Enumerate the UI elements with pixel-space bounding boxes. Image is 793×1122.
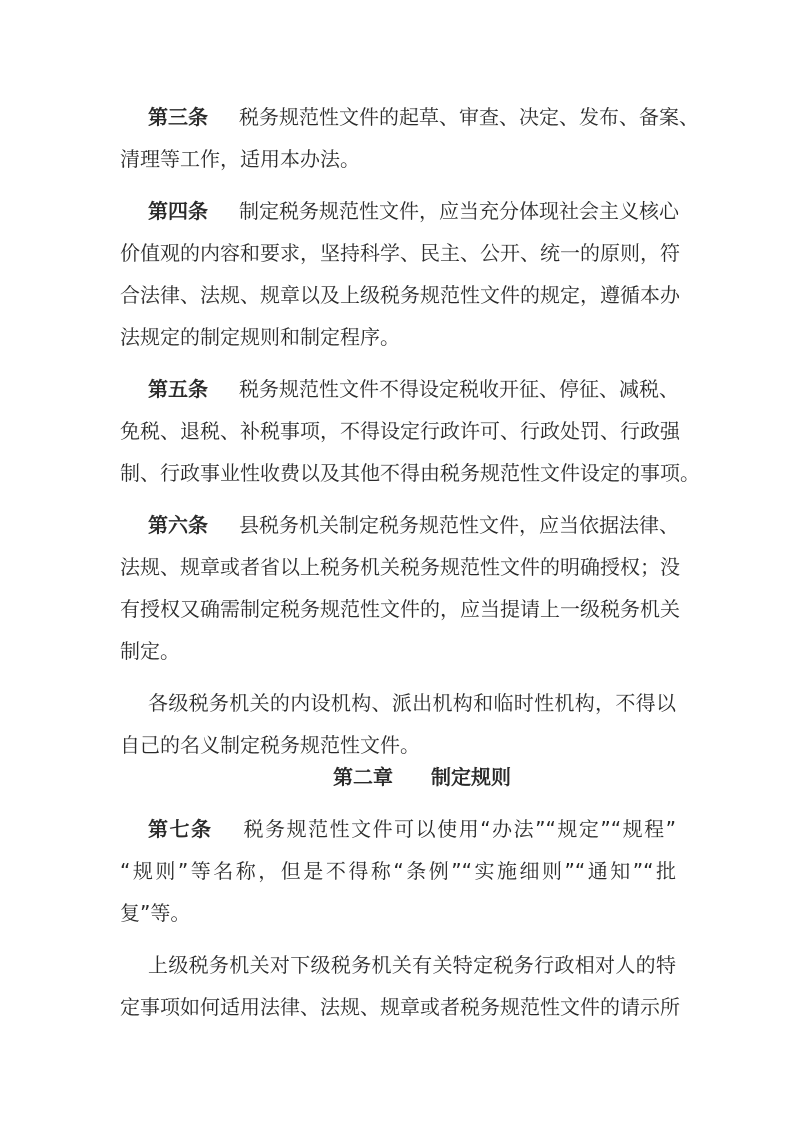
articles-section-2 — [120, 808, 680, 1028]
line-text: 县税务机关制定税务规范性文件，应当依据法律、 — [239, 513, 679, 537]
article-label: 第三条 — [148, 105, 208, 129]
line-text: 税务规范性文件不得设定税收开征、停征、减税、 — [239, 377, 679, 401]
line-text: 制定税务规范性文件，应当充分体现社会主义核心 — [239, 199, 679, 223]
text-line — [120, 232, 680, 274]
line-text: 有授权又确需制定税务规范性文件的，应当提请上一级税务机关 — [120, 597, 680, 621]
document-page — [120, 96, 700, 1028]
line-text: 自己的名义制定税务规范性文件。 — [120, 733, 420, 757]
line-text: 价值观的内容和要求，坚持科学、民主、公开、统一的原则，符 — [120, 241, 680, 265]
chapter-number: 第二章 — [333, 765, 393, 789]
paragraph — [120, 682, 676, 766]
article-label: 第六条 — [148, 513, 208, 537]
text-line — [120, 504, 679, 546]
line-text: 定事项如何适用法律、法规、规章或者税务规范性文件的请示所 — [120, 995, 680, 1019]
article-paragraph — [120, 96, 699, 180]
line-text: 制定。 — [120, 639, 180, 663]
text-line — [120, 682, 676, 724]
line-text: 复”等。 — [120, 901, 191, 925]
line-text: “规则”等名称，但是不得称“条例”“实施细则”“通知”“批 — [120, 859, 676, 883]
text-line — [120, 274, 680, 316]
line-text: 免税、退税、补税事项，不得设定行政许可、行政处罚、行政强 — [120, 419, 680, 443]
paragraph — [120, 944, 680, 1028]
article-paragraph — [120, 190, 680, 358]
line-text: 合法律、法规、规章以及上级税务规范性文件的规定，遵循本办 — [120, 283, 680, 307]
text-line — [120, 368, 679, 410]
text-line — [120, 410, 680, 452]
text-line — [120, 190, 679, 232]
line-text: 法规定的制定规则和制定程序。 — [120, 325, 400, 349]
text-line — [120, 588, 680, 630]
line-text: 清理等工作，适用本办法。 — [120, 147, 360, 171]
line-text: 税务规范性文件可以使用“办法”“规定”“规程” — [243, 817, 676, 841]
text-line — [120, 944, 676, 986]
text-line — [120, 316, 676, 358]
text-line — [120, 630, 676, 672]
line-text: 法规、规章或者省以上税务机关税务规范性文件的明确授权；没 — [120, 555, 680, 579]
line-text: 各级税务机关的内设机构、派出机构和临时性机构，不得以 — [148, 691, 676, 715]
chapter-title: 制定规则 — [431, 765, 511, 789]
article-paragraph — [120, 368, 700, 494]
articles-section-1 — [120, 96, 700, 766]
article-label: 第四条 — [148, 199, 208, 223]
article-paragraph — [120, 808, 676, 934]
article-paragraph — [120, 504, 680, 672]
text-line — [120, 138, 676, 180]
text-line — [120, 986, 680, 1028]
article-label: 第五条 — [148, 377, 208, 401]
text-line — [120, 808, 676, 850]
text-line — [120, 850, 676, 892]
text-line — [120, 892, 676, 934]
article-label: 第七条 — [148, 817, 213, 841]
text-line — [120, 546, 680, 588]
line-text: 上级税务机关对下级税务机关有关特定税务行政相对人的特 — [148, 953, 676, 977]
line-text: 制、行政事业性收费以及其他不得由税务规范性文件设定的事项。 — [120, 461, 700, 485]
text-line — [120, 452, 700, 494]
line-text: 税务规范性文件的起草、审查、决定、发布、备案、 — [239, 105, 699, 129]
text-line — [120, 96, 699, 138]
